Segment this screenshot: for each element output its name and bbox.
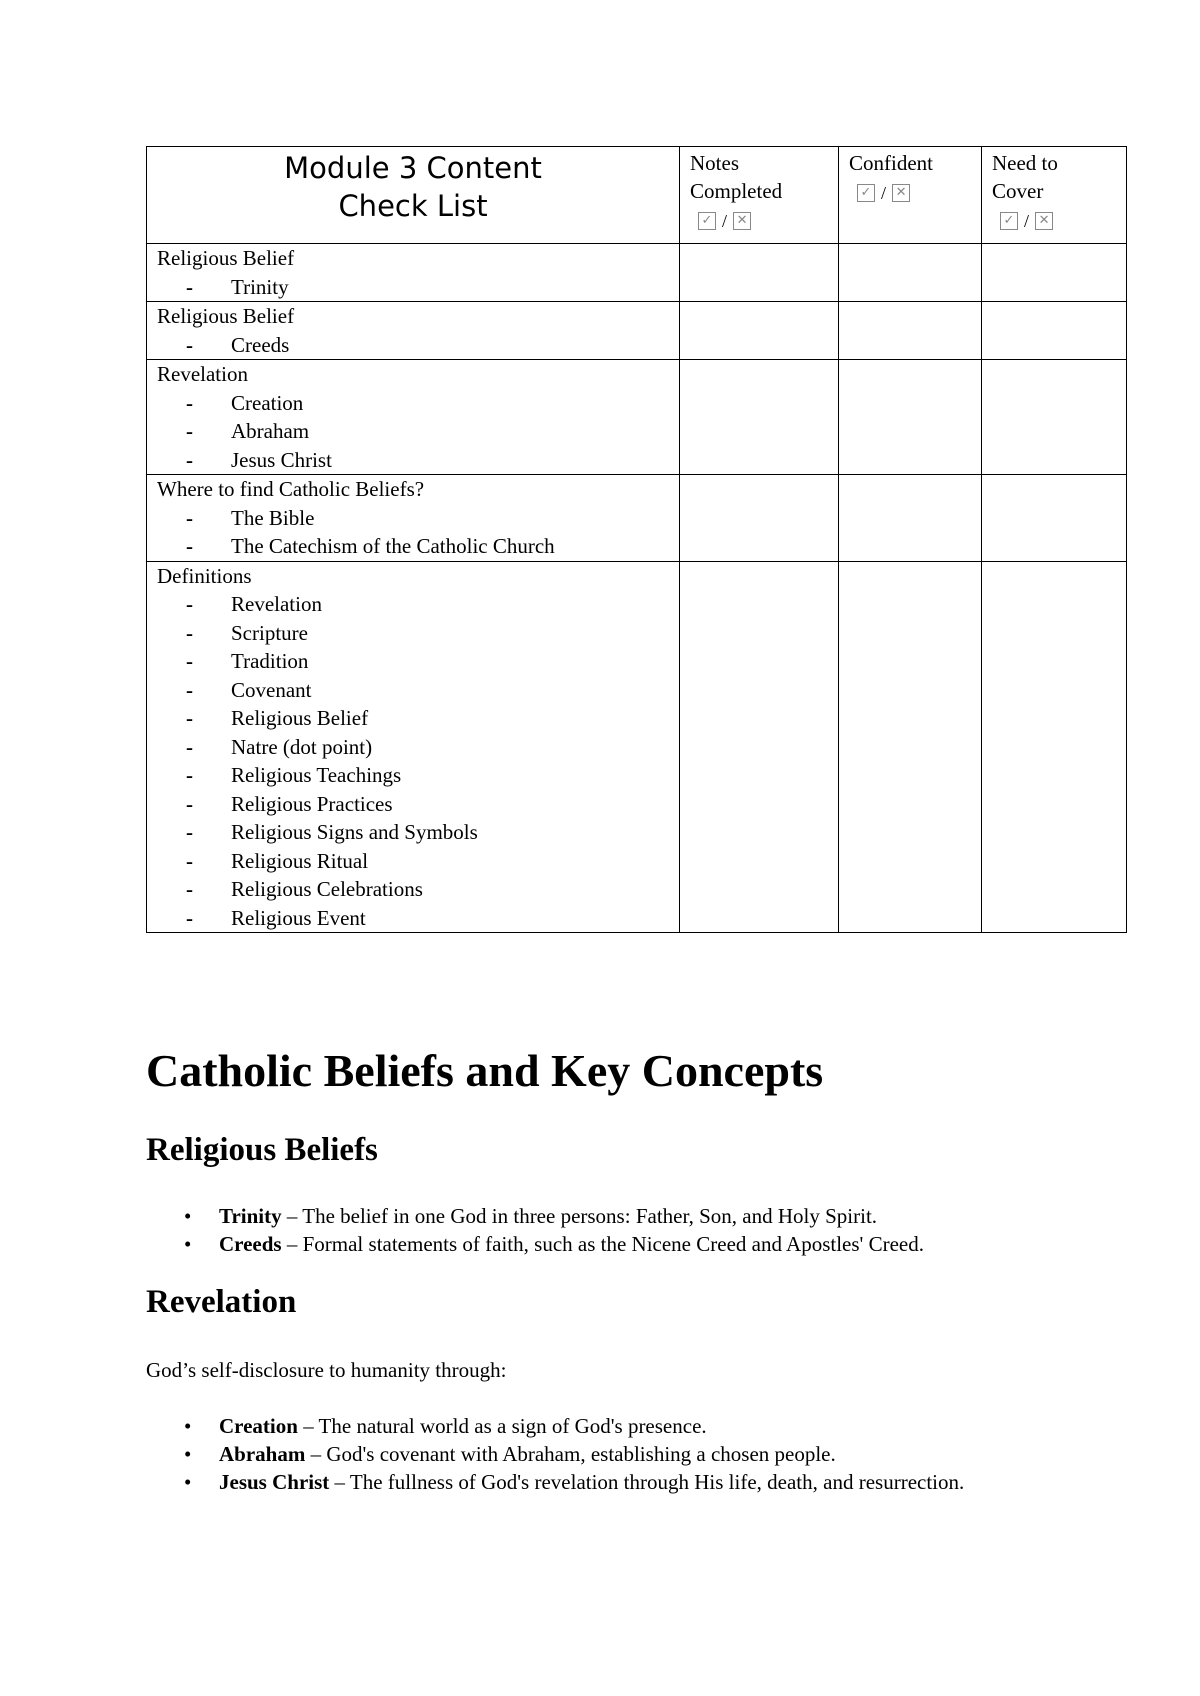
subtopic-label: Religious Celebrations	[231, 877, 423, 901]
subtopic-label: The Catechism of the Catholic Church	[231, 534, 555, 558]
term-definition: – The fullness of God's revelation through His life, death, and resurrection.	[329, 1470, 965, 1494]
subtopic-label: Creeds	[231, 332, 290, 357]
list-item	[157, 389, 679, 418]
list-item	[157, 647, 679, 676]
subtopic-label: Religious Belief	[231, 706, 369, 730]
religious-beliefs-list	[146, 1202, 1126, 1258]
section-heading-religious-beliefs: Religious Beliefs	[146, 1132, 378, 1168]
list-item	[157, 446, 679, 475]
notes-completed-cell[interactable]	[680, 302, 839, 360]
dash-marker: -	[186, 534, 193, 558]
dash-marker: -	[186, 848, 193, 873]
document-page	[146, 146, 1126, 1494]
dash-marker: -	[186, 763, 193, 787]
subtopic-label: Natre (dot point)	[231, 734, 373, 759]
checklist-title	[147, 147, 680, 244]
dash-marker: -	[186, 419, 193, 443]
tick-cross-marks	[698, 207, 838, 235]
checkbox-cross-icon: ✕	[1035, 212, 1053, 230]
dash-marker: -	[186, 592, 193, 616]
list-item	[157, 273, 679, 302]
list-item	[157, 619, 679, 648]
subtopic-label: Religious Practices	[231, 791, 393, 816]
list-item	[157, 590, 679, 619]
list-item	[146, 1230, 1126, 1258]
topic-cell	[147, 475, 680, 562]
term-label: Abraham	[219, 1442, 306, 1466]
list-item	[146, 1468, 966, 1496]
term-definition: – Formal statements of faith, such as the Nicene Creed and Apostles' Creed.	[281, 1232, 924, 1256]
tick-cross-marks	[1000, 207, 1126, 235]
confident-header	[839, 147, 982, 244]
notes-completed-cell[interactable]	[680, 475, 839, 562]
list-item	[157, 504, 679, 533]
dash-marker: -	[186, 706, 193, 730]
table-header-row	[147, 147, 1127, 244]
topic-heading: Religious Belief	[157, 246, 295, 270]
dash-marker: -	[186, 791, 193, 816]
subtopic-label: Scripture	[231, 620, 308, 645]
confident-cell[interactable]	[839, 302, 982, 360]
list-item	[146, 1412, 966, 1440]
table-row	[147, 302, 1127, 360]
list-item	[146, 1440, 966, 1468]
checkbox-cross-icon: ✕	[733, 212, 751, 230]
dash-marker: -	[186, 649, 193, 673]
content-checklist-table	[146, 146, 1127, 933]
subtopic-label: Abraham	[231, 419, 310, 443]
topic-cell	[147, 244, 680, 302]
notes-completed-header	[680, 147, 839, 244]
subtopic-label: The Bible	[231, 505, 315, 530]
revelation-list	[146, 1412, 966, 1496]
table-row	[147, 244, 1127, 302]
list-item	[157, 331, 679, 360]
dash-marker: -	[186, 505, 193, 530]
list-item	[157, 676, 679, 705]
mark-separator: /	[881, 183, 887, 203]
table-row	[147, 561, 1127, 933]
tick-cross-marks	[857, 179, 981, 207]
topic-heading: Where to find Catholic Beliefs?	[157, 477, 425, 501]
term-definition: – The belief in one God in three persons: Father, Son, and Holy Spirit.	[281, 1204, 878, 1228]
revelation-intro: God’s self-disclosure to humanity through:	[146, 1358, 507, 1382]
topic-cell	[147, 561, 680, 933]
term-definition: – God's covenant with Abraham, establishing a chosen people.	[305, 1442, 836, 1466]
checklist-body	[147, 244, 1127, 933]
dash-marker: -	[186, 905, 193, 930]
confident-cell[interactable]	[839, 244, 982, 302]
need-to-cover-cell[interactable]	[982, 561, 1127, 933]
term-definition: – The natural world as a sign of God's presence.	[297, 1414, 707, 1438]
table-row	[147, 360, 1127, 475]
list-item	[146, 1202, 1126, 1230]
subtopic-label: Creation	[231, 390, 304, 415]
need-to-cover-cell[interactable]	[982, 244, 1127, 302]
list-item	[157, 904, 679, 933]
mark-separator: /	[722, 211, 728, 231]
topic-heading: Definitions	[157, 563, 252, 588]
term-label: Creation	[219, 1414, 298, 1438]
notes-completed-cell[interactable]	[680, 244, 839, 302]
dash-marker: -	[186, 274, 193, 299]
topic-heading: Religious Belief	[157, 304, 295, 328]
list-item	[157, 761, 679, 790]
title-line: Module 3 Content	[284, 151, 542, 185]
confident-cell[interactable]	[839, 561, 982, 933]
dash-marker: -	[186, 877, 193, 901]
checkbox-tick-icon: ✓	[857, 184, 875, 202]
checkbox-tick-icon: ✓	[698, 212, 716, 230]
term-label: Creeds	[219, 1232, 282, 1256]
list-item	[157, 790, 679, 819]
term-label: Trinity	[219, 1204, 282, 1228]
topic-heading: Revelation	[157, 362, 248, 386]
subtopic-label: Religious Signs and Symbols	[231, 820, 478, 844]
dash-marker: -	[186, 620, 193, 645]
topic-cell	[147, 360, 680, 475]
column-header-line: Cover	[992, 179, 1044, 203]
notes-completed-cell[interactable]	[680, 561, 839, 933]
dash-marker: -	[186, 820, 193, 844]
checkbox-tick-icon: ✓	[1000, 212, 1018, 230]
subtopic-label: Religious Teachings	[231, 763, 402, 787]
table-row	[147, 475, 1127, 562]
term-label: Jesus Christ	[219, 1470, 330, 1494]
dash-marker: -	[186, 677, 193, 702]
need-to-cover-cell[interactable]	[982, 360, 1127, 475]
column-header-line: Completed	[690, 179, 783, 203]
subtopic-label: Tradition	[231, 649, 309, 673]
dash-marker: -	[186, 332, 193, 357]
need-to-cover-cell[interactable]	[982, 475, 1127, 562]
page-title: Catholic Beliefs and Key Concepts	[146, 1045, 824, 1096]
list-item	[157, 847, 679, 876]
title-line: Check List	[338, 189, 488, 223]
column-header-line: Notes	[690, 151, 739, 175]
need-to-cover-header	[982, 147, 1127, 244]
subtopic-label: Revelation	[231, 592, 322, 616]
confident-cell[interactable]	[839, 475, 982, 562]
list-item	[157, 704, 679, 733]
subtopic-label: Covenant	[231, 677, 312, 702]
mark-separator: /	[1024, 211, 1030, 231]
section-heading-revelation: Revelation	[146, 1284, 297, 1320]
list-item	[157, 417, 679, 446]
notes-completed-cell[interactable]	[680, 360, 839, 475]
subtopic-label: Jesus Christ	[231, 447, 332, 472]
column-header-line: Confident	[849, 151, 933, 175]
column-header-line: Need to	[992, 151, 1058, 175]
need-to-cover-cell[interactable]	[982, 302, 1127, 360]
list-item	[157, 532, 679, 561]
dash-marker: -	[186, 390, 193, 415]
topic-cell	[147, 302, 680, 360]
checkbox-cross-icon: ✕	[892, 184, 910, 202]
list-item	[157, 875, 679, 904]
list-item	[157, 733, 679, 762]
dash-marker: -	[186, 447, 193, 472]
confident-cell[interactable]	[839, 360, 982, 475]
dash-marker: -	[186, 734, 193, 759]
list-item	[157, 818, 679, 847]
subtopic-label: Religious Event	[231, 905, 366, 930]
subtopic-label: Religious Ritual	[231, 848, 369, 873]
subtopic-label: Trinity	[231, 274, 289, 299]
